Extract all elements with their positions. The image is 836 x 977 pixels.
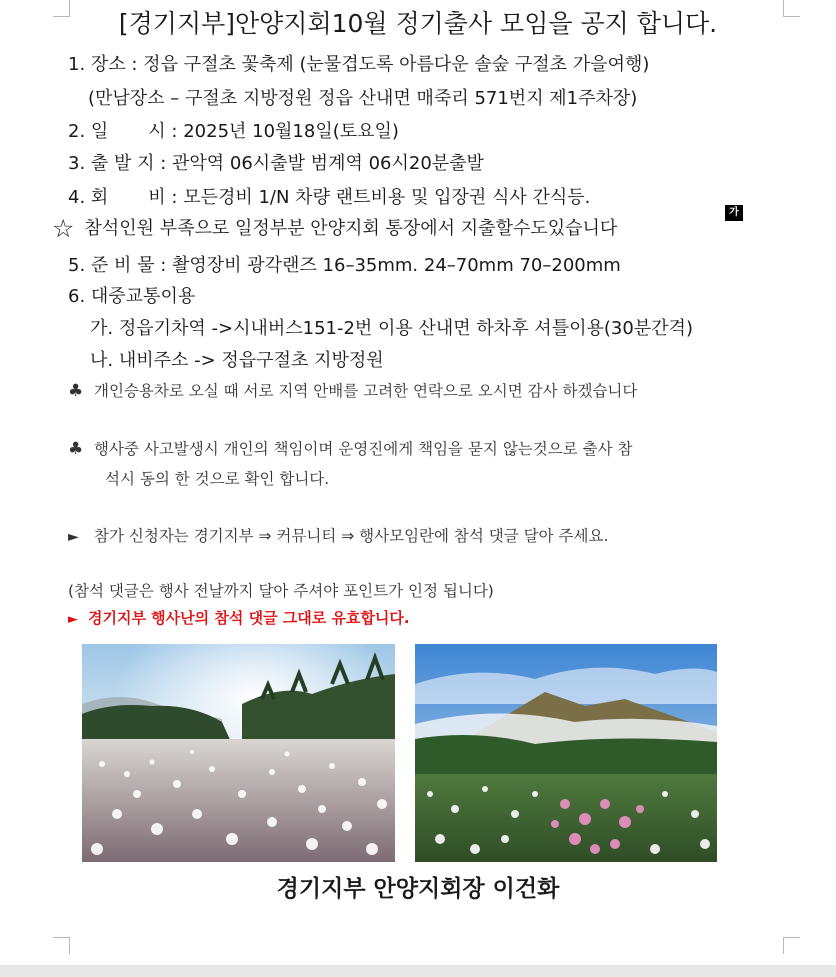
note-points: (참석 댓글은 행사 전날까지 달아 주셔야 포인트가 인정 됩니다): [68, 582, 494, 600]
item-transit: 6. 대중교통이용: [68, 286, 196, 307]
item-transit-train: 가. 정읍기차역 ->시내버스151-2번 이용 산내면 하차후 셔틀이용(30분간격): [90, 318, 693, 339]
item-fee: [68, 183, 590, 209]
note-signup-text: 참가 신청자는 경기지부 ⇒ 커뮤니티 ⇒ 행사모임란에 참석 댓글 달아 주세요.: [94, 527, 609, 545]
note-liability-line2: 석시 동의 한 것으로 확인 합니다.: [105, 470, 330, 488]
item-budget-note: [52, 214, 618, 243]
item-date-value: : 2025년 10월18일(토요일): [171, 121, 399, 142]
signature: 경기지부 안양지회장 이건화: [276, 876, 560, 902]
item-transit-navi: 나. 내비주소 -> 정읍구절초 지방정원: [90, 350, 384, 371]
page-bottom-strip: [0, 965, 836, 977]
item-equipment: 5. 준 비 물 : 촬영장비 광각랜즈 16–35mm. 24–70mm 70–200mm: [68, 255, 621, 276]
crop-mark-bottom-left: [53, 937, 70, 954]
item-fee-label: 4. 회: [68, 187, 109, 208]
item-date: [68, 117, 399, 143]
club-icon: ♣: [68, 439, 84, 459]
font-style-badge: 가: [725, 205, 743, 221]
club-icon: ♣: [68, 381, 84, 401]
item-meeting-place: (만남장소 – 구절초 지방정원 정읍 산내면 매죽리 571번지 제1주차장): [88, 88, 638, 109]
note-signup: [68, 524, 608, 546]
note-carpool: [68, 379, 637, 401]
note-carpool-text: 개인승용차로 오실 때 서로 지역 안배를 고려한 연락으로 오시면 감사 하겠습니다: [94, 382, 638, 400]
item-date-label2: 시: [148, 121, 166, 142]
item-departure: 3. 출 발 지 : 관악역 06시출발 범계역 06시20분출발: [68, 153, 484, 174]
flower-field-photo-1: [82, 644, 395, 862]
star-icon: ☆: [52, 214, 75, 243]
item-date-label: 2. 일: [68, 121, 109, 142]
note-valid-text: 경기지부 행사난의 참석 댓글 그대로 유효합니다.: [88, 609, 410, 627]
item-fee-value: : 모든경비 1/N 차량 랜트비용 및 입장권 식사 간식등.: [171, 187, 591, 208]
triangle-icon: ►: [68, 529, 79, 545]
notice-title: [경기지부]안양지회10월 정기출사 모임을 공지 합니다.: [118, 9, 718, 38]
note-liability: [68, 437, 632, 459]
note-valid: [68, 607, 410, 628]
item-location: 1. 장소 : 정읍 구절초 꽃축제 (눈물겹도록 아름다운 솔숲 구절초 가을여행): [68, 54, 650, 75]
note-liability-line1: 행사중 사고발생시 개인의 책임이며 운영진에게 책임을 묻지 않는것으로 출사 참: [94, 440, 633, 458]
item-budget-note-text: 참석인원 부족으로 일정부분 안양지회 통장에서 지출할수도있습니다: [84, 218, 618, 239]
item-fee-label2: 비: [148, 187, 166, 208]
crop-mark-bottom-right: [783, 937, 800, 954]
triangle-icon: ►: [68, 612, 78, 627]
flower-field-photo-2: [415, 644, 717, 862]
